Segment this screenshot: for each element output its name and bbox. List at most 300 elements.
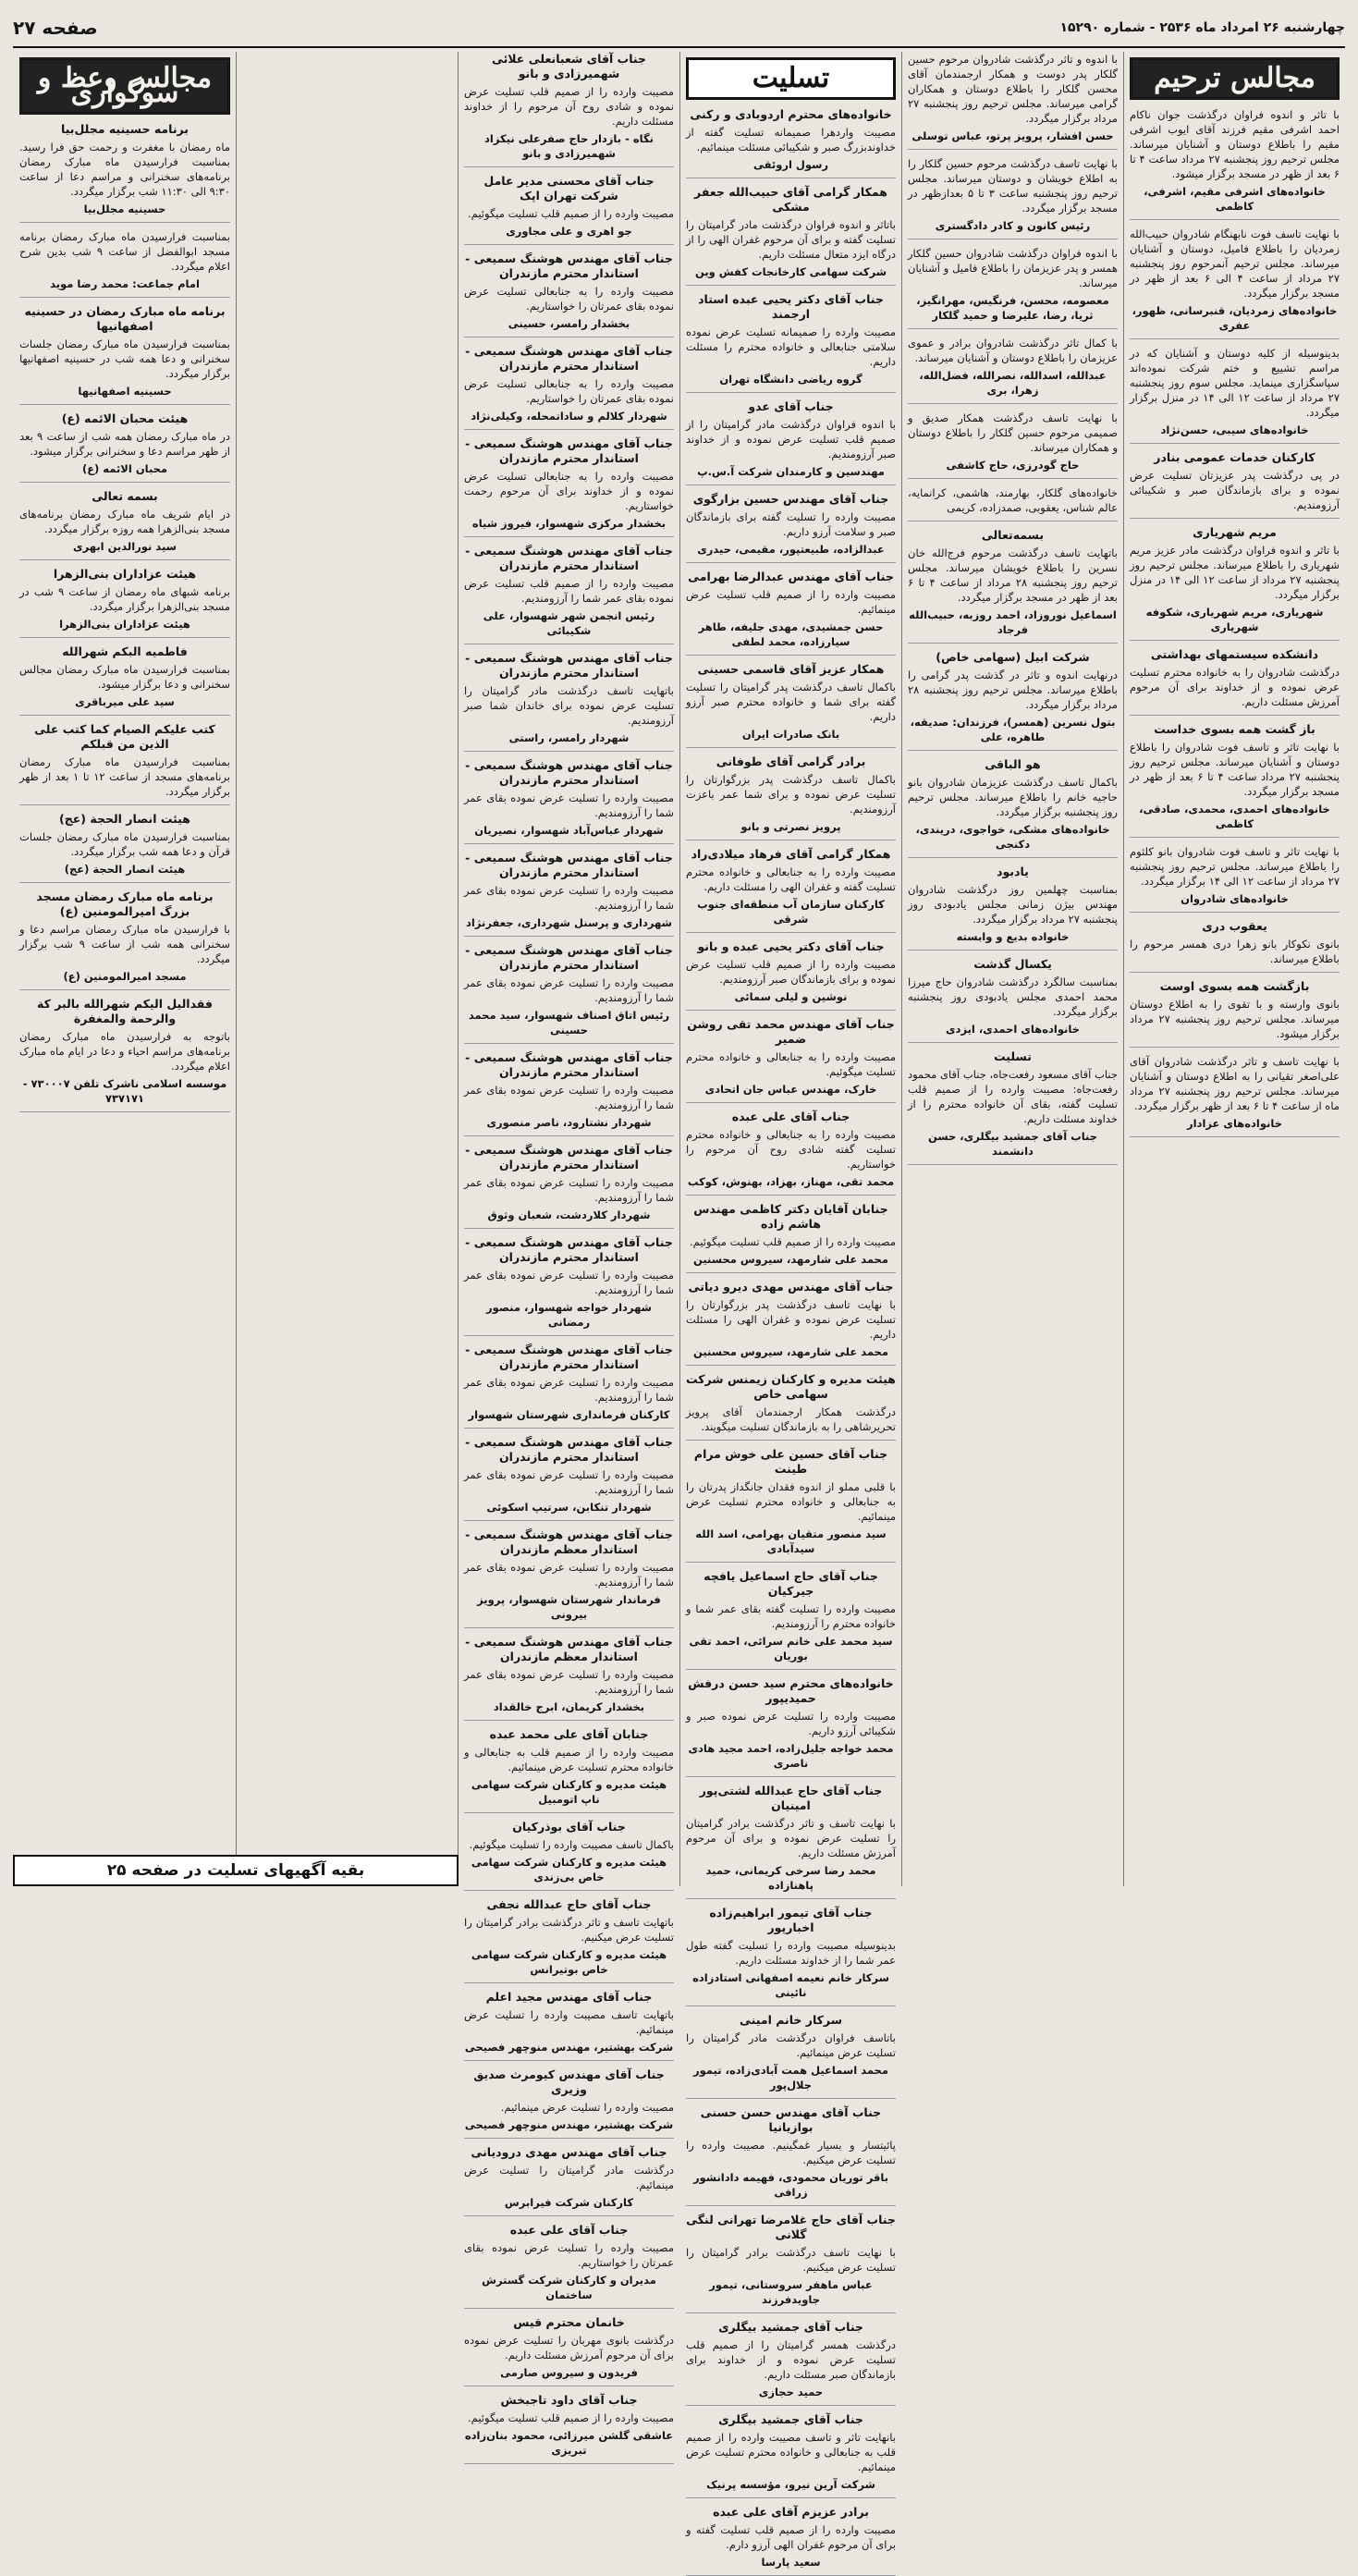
notice-title: یعقوب دری bbox=[1202, 919, 1267, 933]
notice-title: جناب آقای مهندس هوشنگ سمیعی - استاندار محترم مازندران bbox=[465, 251, 673, 280]
page-number: صفحه ۲۷ bbox=[13, 17, 98, 39]
notice bbox=[1130, 1054, 1340, 1137]
notice-body: با اندوه فراوان درگذشت شادروان حسین گلکار همسر و پدر عزیزمان را باطلاع فامیل و آشنایان میرساند. bbox=[908, 247, 1118, 289]
notice-signature: محمد اسماعیل همت آبادی‌زاده، تیمور جلال‌پور bbox=[693, 2064, 888, 2091]
notice-signature: رسول اروئقی bbox=[752, 158, 829, 171]
notice-title: برادر گرامی آقای طوفانی bbox=[716, 754, 866, 768]
notice-signature: محمد تقی، مهناز، بهزاد، بهنوش، کوکب bbox=[687, 1175, 895, 1188]
issue-date: چهارشنبه ۲۶ امرداد ماه ۲۵۳۶ - شماره ۱۵۲۹۰ bbox=[1059, 20, 1345, 35]
notice-signature: شهردار تنکابن، سرتیپ اسکوئی bbox=[486, 1501, 652, 1514]
notice-title: جناب آقای تیمور ابراهیم‌زاده اخبارپور bbox=[709, 1906, 873, 1934]
notice-signature: حسینیه مجلل‌بیا bbox=[83, 202, 166, 215]
notice-title: جناب آقای مهندس هوشنگ سمیعی - استاندار محترم مازندران bbox=[465, 1343, 673, 1371]
notice-body: مصیبت وارده را از صمیم قلب به جنابعالی و خانواده محترم تسلیت عرض مینمائیم. bbox=[464, 1746, 674, 1773]
notice-body: مصیبت وارده را از صمیم قلب تسلیت عرض نموده بقای عمر شما را آرزومندیم. bbox=[464, 577, 674, 605]
notice-body: با نهایت تاسف و تاثر درگذشت برادر گرامیتان را تسلیت عرض نموده و برای آن مرحوم آمرزش مسئلت داریم. bbox=[686, 1817, 896, 1859]
notice-signature: حمید حجازی bbox=[758, 2386, 824, 2398]
notice-body: مصیبت وارده را تسلیت عرض نموده بقای عمر شما را آرزومندیم. bbox=[464, 1084, 674, 1111]
notice bbox=[464, 1435, 674, 1521]
notice-body: درگذشت همسر گرامیتان را از صمیم قلب تسلیت عرض نموده و از خداوند برای بازماندگان صبر مسئلت داریم. bbox=[686, 2338, 896, 2381]
notice-signature: شرکت بهشتیر، مهندس منوچهر فصیحی bbox=[464, 2118, 674, 2131]
notice-body: با تاثر و اندوه فراوان درگذشت مادر عزیز مریم شهریاری را باطلاع میرساند. مجلس ترحیم روز پنجشنبه ۲۷ مرداد از ساعت ۱۲ الی ۱۴ در منزل برگزار میگردد. bbox=[1130, 544, 1340, 601]
notice bbox=[464, 174, 674, 245]
notice-title: برنامه حسینیه مجلل‌بیا bbox=[61, 122, 189, 136]
notice-signature: شهردار رامسر، راستی bbox=[508, 731, 630, 744]
notice-title: جناب آقای مهندس هوشنگ سمیعی - استاندار محترم مازندران bbox=[465, 1235, 673, 1264]
notice-signature: شرکت سهامی کارخانجات کفش وین bbox=[694, 265, 887, 278]
notice-title: جناب آقای مهندس مجید اعلم bbox=[485, 1990, 653, 2004]
notice-signature: خانواده‌های عزادار bbox=[1186, 1117, 1283, 1130]
notice-body: بانوی وارسته و با تقوی را به اطلاع دوستان میرساند. مجلس ترحیم روز پنجشنبه ۲۷ مرداد برگزار میشود. bbox=[1130, 998, 1340, 1040]
notice bbox=[464, 1897, 674, 1983]
notice-body: باکمال تاسف درگذشت پدر بزرگوارتان را تسلیت عرض نموده و برای شما عمر باعزت آرزومندیم. bbox=[686, 773, 896, 816]
notice-title: جناب آقای مهندس هوشنگ سمیعی - استاندار معظم مازندران bbox=[465, 1527, 673, 1556]
notice-body: در پی درگذشت پدر عزیزتان تسلیت عرض نموده و برای بازماندگان صبر و شکیبائی آرزومندیم. bbox=[1130, 469, 1340, 511]
notice-body: بمناسبت فرارسیدن ماه مبارک رمضان برنامه مسجد ابوالفضل از ساعت ۹ شب بدین شرح اعلام میگردد. bbox=[19, 230, 231, 273]
notice-signature: بخشدار مرکزی شهسوار، فیروز شیاه bbox=[471, 517, 667, 530]
notice-signature: عبدالله، اسدالله، نصرالله، فضل‌الله، زهرا، بری bbox=[919, 369, 1107, 397]
notice bbox=[1130, 107, 1340, 220]
notice bbox=[1130, 722, 1340, 838]
notice-title: کارکنان خدمات عمومی بنادر bbox=[1154, 450, 1315, 464]
notice-signature: محبان الائمه (ع) bbox=[81, 462, 168, 475]
notice-title: جناب آقای مهندس هوشنگ سمیعی - استاندار محترم مازندران bbox=[465, 436, 673, 465]
notice-body: درگذشت بانوی مهربان را تسلیت عرض نموده برای آن مرحوم آمرزش مسئلت داریم. bbox=[464, 2334, 674, 2361]
notice bbox=[908, 528, 1118, 644]
notice-signature: گروه ریاضی دانشگاه تهران bbox=[719, 373, 863, 386]
notice-signature: کارکنان شرکت فیرابرس bbox=[504, 2196, 634, 2209]
notice-body: باتاثر و اندوه فراوان درگذشت مادر گرامیتان را تسلیت گفته و برای آن مرحوم غفران الهی را از درگاه ایزد متعال مسئلت داریم. bbox=[686, 218, 896, 261]
notice bbox=[686, 2013, 896, 2099]
notice bbox=[686, 754, 896, 840]
notice bbox=[464, 1820, 674, 1891]
notice-signature: خانواده‌های شادروان bbox=[1181, 892, 1289, 905]
notice-body: با نهایت تاسف درگذشت پدر بزرگوارتان را تسلیت عرض نموده و غفران الهی را مسئلت داریم. bbox=[686, 1298, 896, 1341]
notice-title: خانواده‌های محترم اردوبادی و رکنی bbox=[690, 107, 892, 121]
notice-signature: هیئت انصار الحجة (عج) bbox=[64, 863, 186, 876]
notice-body: مصیبت وارده را به جنابعالی و خانواده محترم تسلیت گفته و غفران الهی را مسئلت داریم. bbox=[686, 865, 896, 893]
notice bbox=[686, 1784, 896, 1899]
notice-title: یادبود bbox=[997, 865, 1029, 878]
notice-body: مصیبت وارده را تسلیت عرض نموده بقای عمر شما را آرزومندیم. bbox=[464, 791, 674, 819]
notice-body: مصیبت وارده را به جنابعالی تسلیت عرض نموده و از خداوند برای آن مرحوم رحمت خواستاریم. bbox=[464, 470, 674, 512]
notice-signature: سید نورالدین ابهری bbox=[73, 540, 177, 553]
notice bbox=[464, 1143, 674, 1229]
notice-signature: شهردار کلالم و ساداتمحله، وکیلی‌نژاد bbox=[471, 410, 667, 423]
notice-signature: نگاه - بازدار حاج صفرعلی نیکزاد شهمیرزادی و بانو bbox=[484, 132, 654, 160]
notice-title: بسمه تعالی bbox=[92, 489, 158, 503]
notice bbox=[464, 436, 674, 537]
notice-body: مصیبت واردهرا صمیمانه تسلیت گفته از خداوندبزرگ صبر و شکیبائی مسئلت مینمائیم. bbox=[686, 126, 896, 153]
notice bbox=[686, 185, 896, 286]
notice-body: با قلبی مملو از اندوه فقدان جانگداز پدرتان را به جنابعالی و خانواده محترم تسلیت عرض مینمائیم. bbox=[686, 1480, 896, 1523]
notice-body: مصیبت وارده را به جنابعالی و خانواده محترم تسلیت گفته شادی روح آن مرحوم را خواستاریم. bbox=[686, 1128, 896, 1171]
notice bbox=[464, 1990, 674, 2061]
notice-signature: فرماندار شهرستان شهسوار، پرویز بیرونی bbox=[477, 1593, 661, 1621]
notice bbox=[464, 1343, 674, 1429]
notice-signature: خانواده‌های اشرفی مقیم، اشرفی، کاظمی bbox=[1144, 185, 1326, 213]
notice bbox=[908, 336, 1118, 404]
notice-title: جناب آقای جمشید بیگلری bbox=[718, 2412, 863, 2426]
notice-body: درگذشت همکار ارجمندمان آقای پرویز تحریرشاهی را به بازماندگان تسلیت میگویند. bbox=[686, 1405, 896, 1433]
notice-body: با اندوه و تاثر درگذشت شادروان مرحوم حسین گلکار پدر دوست و همکار ارجمندمان آقای محسن گلکار را باطلاع دوستان و همکاران گرامی میرساند. مجلس ترحیم روز پنجشنبه ۲۷ مرداد برگزار میگردد. bbox=[908, 53, 1118, 125]
notice-signature: فریدون و سیروس صارمی bbox=[500, 2366, 638, 2379]
notice-body: با نهایت تاثر و تاسف فوت شادروان را باطلاع دوستان و آشنایان میرساند. مجلس ترحیم روز پنجشنبه ۲۷ مرداد ساعت ۴ تا ۶ بعد از ظهر در مسجد برگزار میگردد. bbox=[1130, 741, 1340, 798]
notice-title: کتب علیکم الصیام کما کتب علی الذین من قبلکم bbox=[34, 722, 215, 751]
notice bbox=[19, 229, 230, 298]
notice-title: جناب آقای مهندس هوشنگ سمیعی - استاندار محترم مازندران bbox=[465, 544, 673, 572]
notice-body: باکمال تاسف درگذشت عزیزمان شادروان بانو حاجیه خانم را باطلاع میرساند. مجلس ترحیم روز پنجشنبه برگزار میگردد. bbox=[908, 776, 1118, 818]
column-3 bbox=[679, 52, 901, 2569]
notice-body: بانهایت تاثر و تاسف مصیبت وارده را از صمیم قلب به جنابعالی و خانواده محترم تسلیت عرض مینمائیم. bbox=[686, 2431, 896, 2473]
notice bbox=[464, 344, 674, 430]
notice-signature: باقر توریان محمودی، فهیمه دادانشور زرافی bbox=[692, 2171, 889, 2199]
notice bbox=[686, 570, 896, 656]
notice bbox=[19, 812, 230, 883]
notice-title: هو الباقی bbox=[985, 757, 1041, 771]
notice-body: جناب آقای مسعود رفعت‌جاه، جناب آقای محمود رفعت‌جاه: مصیبت وارده را از صمیم قلب تسلیت گفته، بقای آن خانواده محترم را از خداوند مسئلت داریم. bbox=[908, 1068, 1118, 1125]
notice bbox=[1130, 450, 1340, 519]
notice-body: با کمال تاثر درگذشت شادروان برادر و عموی عزیزمان را باطلاع دوستان و آشنایان میرساند. bbox=[908, 337, 1118, 364]
notice bbox=[686, 662, 896, 748]
notice-title: جناب آقای مهندس هوشنگ سمیعی - استاندار محترم مازندران bbox=[465, 851, 673, 879]
notice-title: جناب آقای مهندس حسن حسنی بوازیانیا bbox=[700, 2105, 882, 2134]
notice-body: باتهایت تاسف درگذشت مادر گرامیتان را تسلیت عرض نموده برای خاندان شما صبر آرزومندیم. bbox=[464, 684, 674, 727]
notice-body: مصیبت وارده را تسلیت گفته بقای عمر شما و خانواده محترم را آرزومندیم. bbox=[686, 1602, 896, 1630]
notice-body: در ماه مبارک رمضان همه شب از ساعت ۹ بعد از ظهر مراسم دعا و سخنرانی برگزار میشود. bbox=[19, 430, 230, 458]
notice bbox=[19, 644, 230, 716]
notice-signature: شهردار خواجه شهسوار، منصور رمضانی bbox=[486, 1301, 652, 1329]
notice bbox=[19, 489, 230, 560]
notice-body: بدینوسیله از کلیه دوستان و آشنایان که در مراسم تشییع و ختم شرکت نموده‌اند سپاسگزاری مینماید. مجلس سوم روز پنجشنبه ۲۷ مرداد از ساعت ۱۲ الی ۱۴ در منزل برگزار میگردد. bbox=[1130, 347, 1340, 419]
notice-signature: رئیس انجمن شهر شهسوار، علی شکیبائی bbox=[483, 609, 655, 637]
section-banner: مجالس وعظ و سوگواری bbox=[19, 57, 230, 115]
notice-title: خانمان محترم قیس bbox=[513, 2315, 625, 2329]
notice-title: برنامه ماه مبارک رمضان در حسینیه اصفهانیها bbox=[24, 304, 226, 333]
notice-signature: حاج گودرزی، حاج کاشفی bbox=[946, 459, 1080, 472]
notice bbox=[464, 851, 674, 937]
notice bbox=[19, 411, 230, 483]
notice-body: مصیبت وارده را تسلیت عرض نموده بقای عمر شما را آرزومندیم. bbox=[464, 1468, 674, 1496]
notice bbox=[686, 847, 896, 933]
notice bbox=[686, 2213, 896, 2313]
notice-body: بمناسبت فرارسیدن ماه مبارک رمضان مجالس سخنرانی و دعا برگزار میشود. bbox=[19, 663, 230, 691]
notice-signature: شهردار کلاردشت، شعبان وثوق bbox=[487, 1208, 651, 1221]
masthead bbox=[13, 9, 1345, 48]
notice-title: جناب آقای عدو bbox=[748, 399, 834, 413]
notice bbox=[464, 1235, 674, 1336]
notice-body: باتهایت تاسف مصیبت وارده را تسلیت عرض مینمائیم. bbox=[464, 2008, 674, 2036]
notice bbox=[686, 1280, 896, 1366]
notice-title: جناب آقای مهندس هوشنگ سمیعی - استاندار محترم مازندران bbox=[465, 943, 673, 972]
notice-signature: سید منصور متقیان بهرامی، اسد الله سیدآبادی bbox=[695, 1527, 887, 1555]
notice-signature: جناب آقای جمشید بیگلری، حسن دانشمند bbox=[927, 1130, 1098, 1158]
notice-body: مصیبت وارده را تسلیت عرض نموده بقای عمر شما را آرزومندیم. bbox=[464, 884, 674, 912]
notice bbox=[686, 1906, 896, 2006]
notice-body: مصیبت وارده را به جنابعالی و خانواده محترم تسلیت میگوئیم. bbox=[686, 1050, 896, 1078]
notice-body: مصیبت وارده را به جنابعالی تسلیت عرض نموده بقای عمرتان را خواستاریم. bbox=[464, 285, 674, 313]
notice bbox=[908, 957, 1118, 1043]
notice bbox=[1130, 979, 1340, 1048]
notice-signature: امام جماعت: محمد رضا موید bbox=[50, 277, 200, 290]
notice bbox=[1130, 346, 1340, 444]
notice bbox=[908, 52, 1118, 150]
notice-body: بمناسبت چهلمین روز درگذشت شادروان مهندس بیژن زمانی مجلس یادبودی روز پنجشنبه ۲۷ مرداد برگزار میگردد. bbox=[908, 883, 1118, 926]
notice bbox=[19, 122, 230, 223]
notice-signature: شهردار عباس‌آباد شهسوار، نصیریان bbox=[474, 824, 664, 837]
notice-title: همکار عزیز آقای قاسمی حسینی bbox=[697, 662, 885, 676]
notice-signature: هیئت مدیره و کارکنان شرکت سهامی خاص بوتیرانس bbox=[471, 1948, 667, 1976]
notice-body: بمناسبت فرارسیدن ماه مبارک رمضان جلسات قرآن و دعا همه شب برگزار میگردد. bbox=[19, 830, 230, 858]
notice-title: همکار گرامی آقای حبیب‌الله جعفر مشکی bbox=[694, 185, 887, 214]
notice bbox=[464, 651, 674, 752]
notice-body: مصیبت وارده را تسلیت عرض نموده بقای عمر شما را آرزومندیم. bbox=[464, 1668, 674, 1696]
notice-title: جناب آقای محسنی مدیر عامل شرکت تهران اپک bbox=[483, 174, 655, 202]
notice-signature: خانواده‌های احمدی، ایزدی bbox=[946, 1023, 1080, 1036]
notice-body: مصیبت وارده را از صمیم قلب تسلیت عرض مینمائیم. bbox=[686, 588, 896, 616]
notice-title: جناب آقای مهندس هوشنگ سمیعی - استاندار معظم مازندران bbox=[465, 1635, 673, 1663]
notice-title: جناب آقای داود تاجبخش bbox=[500, 2393, 638, 2407]
notice bbox=[686, 1676, 896, 1777]
notice bbox=[464, 1050, 674, 1136]
notice-title: هیئت انصار الحجة (عج) bbox=[59, 812, 190, 826]
notice bbox=[686, 1447, 896, 1563]
notice-body: بمناسبت سالگرد درگذشت شادروان حاج میرزا محمد احمدی مجلس یادبودی روز پنجشنبه برگزار میگردد. bbox=[908, 975, 1118, 1018]
notice-body: درگذشت مادر گرامیتان را تسلیت عرض مینمائیم. bbox=[464, 2164, 674, 2191]
notice-body: مصیبت وارده را از صمیم قلب تسلیت میگوئیم. bbox=[468, 2411, 674, 2424]
notice-title: بازگشت همه بسوی اوست bbox=[1159, 979, 1310, 993]
notice-signature: هیئت عزاداران بنی‌الزهرا bbox=[59, 618, 190, 631]
notice-body: ماه رمضان با مغفرت و رحمت حق فرا رسید. بمناسبت فرارسیدن ماه مبارک رمضان برنامه‌های سخنرانی و مراسم دعا از ساعت ۹:۳۰ الی ۱۱:۳۰ شب برگزار میگردد. bbox=[19, 141, 230, 198]
notice-body: برنامه شبهای ماه رمضان از ساعت ۹ شب در مسجد بنی‌الزهرا برگزار میگردد. bbox=[19, 585, 230, 613]
notice-signature: شرکت بهشتیر، مهندس منوچهر فصیحی bbox=[464, 2041, 674, 2054]
notice-title: جناب آقای بوذرکیان bbox=[512, 1820, 626, 1834]
notice-signature: بخشدار کریمان، ابرج خالقداد bbox=[493, 1700, 645, 1713]
column-4 bbox=[458, 52, 679, 2457]
notice bbox=[686, 939, 896, 1011]
notice-body: باتاسف فراوان درگذشت مادر گرامیتان را تسلیت عرض مینمائیم. bbox=[686, 2031, 896, 2059]
notice-title: باز گشت همه بسوی خداست bbox=[1154, 722, 1315, 736]
notice-title: جناب آقای حسین علی خوش مرام طینت bbox=[693, 1447, 888, 1476]
notice-body: بدینوسیله مصیبت وارده را تسلیت گفته طول عمر شما را از خداوند مسئلت داریم. bbox=[686, 1939, 896, 1967]
notice bbox=[686, 2505, 896, 2576]
notice bbox=[686, 107, 896, 178]
notice-body: مصیبت وارده را از صمیم قلب تسلیت عرض نموده و برای بازماندگان صبر آرزومندیم. bbox=[686, 958, 896, 986]
notice-body: با نهایت تاسف فوت نابهنگام شادروان حبیب‌الله زمردیان را باطلاع فامیل، دوستان و آشنایان میرساند. مجلس ترحیم آنمرحوم روز پنجشنبه ۲۷ مرداد از ساعت ۴ الی ۶ بعد از ظهر در مسجد برگزار میگردد. bbox=[1130, 227, 1340, 300]
notice bbox=[464, 2223, 674, 2309]
notice-title: بسمه‌تعالی bbox=[981, 528, 1045, 542]
notice-signature: عباس ماهفر سروستانی، تیمور جاویدفرزند bbox=[709, 2278, 873, 2306]
notice-signature: خارک، مهندس عباس جان اتحادی bbox=[704, 1083, 877, 1096]
notice-title: جناب آقای مهندس محمد تقی روشن ضمیر bbox=[687, 1017, 895, 1046]
notice-signature: موسسه اسلامی ناشرک تلفن ۷۳۰۰۰۷ - ۷۳۷۱۷۱ bbox=[22, 1077, 227, 1105]
notice-body: مصیبت وارده را تسلیت عرض نموده بقای عمرتان را خواستاریم. bbox=[464, 2241, 674, 2269]
notice-title: جناب آقای مهندس عبدالرضا بهرامی bbox=[688, 570, 894, 583]
notice-signature: خانواده‌های مشکی، خواجوی، دریندی، دکنجی bbox=[915, 823, 1110, 851]
notice-signature: محمد رضا سرخی کریمانی، حمید پاهنازاده bbox=[705, 1864, 876, 1892]
notice-signature: شهرداری و پرسنل شهرداری، جعفرنژاد bbox=[466, 916, 672, 929]
notice bbox=[464, 1527, 674, 1628]
column-1 bbox=[1123, 52, 1345, 1886]
notice-body: باتوجه به فرارسیدن ماه مبارک رمضان برنامه‌های مراسم احیاء و دعا در ایام ماه مبارک اعلام میگردد. bbox=[19, 1030, 230, 1073]
notice bbox=[464, 943, 674, 1044]
notice bbox=[686, 492, 896, 563]
notice-signature: خانواده‌های احمدی، محمدی، صادقی، کاظمی bbox=[1139, 803, 1330, 830]
notice-title: جناب آقای حاج عبدالله لشتی‌پور امینیان bbox=[699, 1784, 883, 1812]
notice bbox=[464, 758, 674, 844]
notice bbox=[464, 1635, 674, 1721]
notice-title: فقدالیل الیکم شهرالله بالبر کة والرحمة والمغفرة bbox=[37, 997, 213, 1025]
notice-title: سرکار خانم امینی bbox=[739, 2013, 842, 2027]
notice-signature: محمد علی شارمهد، سیروس محسنین bbox=[693, 1345, 888, 1358]
notice-title: جناب آقای علی عبده bbox=[731, 1110, 850, 1123]
notice bbox=[686, 292, 896, 393]
notice bbox=[464, 251, 674, 337]
notice bbox=[908, 865, 1118, 951]
notice-body: بمناسبت فرارسیدن ماه مبارک رمضان جلسات سخنرانی و دعا همه شب در حسینیه اصفهانیها برگزار میگردد. bbox=[19, 337, 230, 380]
notice-title: جناب آقای حاج اسماعیل یافچه جیرکیان bbox=[703, 1569, 878, 1598]
notice-body: مصیبت وارده را از صمیم قلب تسلیت عرض نموده و شادی روح آن مرحوم را از خداوند مسئلت داریم. bbox=[464, 85, 674, 128]
notice-signature: بتول نسرین (همسر)، فرزندان: صدیقه، طاهره، علی bbox=[910, 716, 1116, 743]
column-5 bbox=[236, 52, 458, 1886]
column-6 bbox=[14, 52, 236, 1886]
notice bbox=[686, 399, 896, 485]
notice-title: تسلیت bbox=[994, 1049, 1032, 1063]
notice-body: درگذشت شادروان را به خانواده محترم تسلیت عرض نموده و از خداوند برای آن مرحوم آمرزش مسئلت داریم. bbox=[1130, 666, 1340, 708]
notice bbox=[19, 889, 230, 990]
notice-title: جنابان آقای علی محمد عبده bbox=[489, 1727, 649, 1741]
notice-signature: اسماعیل نوروزاد، احمد روزبه، حبیب‌الله فرجاد bbox=[909, 608, 1117, 636]
notice-title: برادر عزیزم آقای علی عبده bbox=[713, 2505, 869, 2519]
notice bbox=[1130, 844, 1340, 913]
notice-title: جناب آقای حاج عبدالله نجفی bbox=[486, 1897, 652, 1911]
notice-title: جناب آقای مهندس هوشنگ سمیعی - استاندار محترم مازندران bbox=[465, 651, 673, 680]
notice-body: با تاثر و اندوه فراوان درگذشت جوان ناکام احمد اشرفی مقیم فرزند آقای ایوب اشرفی مقیم را باطلاع دوستان و آشنایان میرساند. مجلس ترحیم روز پنجشنبه ۲۷ مرداد ساعت ۴ تا ۶ بعد از ظهر در مسجد برگزار میشود. bbox=[1130, 108, 1340, 180]
notice-title: جناب آقای شعبانعلی علائی شهمیرزادی و بانو bbox=[491, 52, 647, 80]
notice-signature: سید محمد علی خانم سرائی، احمد تقی بوریان bbox=[689, 1635, 893, 1662]
notice-signature: رئیس اتاق اصناف شهسوار، سید محمد حسینی bbox=[468, 1009, 670, 1037]
notice-body: مصیبت وارده را تسلیت عرض نموده بقای عمر شما را آرزومندیم. bbox=[464, 1176, 674, 1204]
notice-signature: بخشدار رامسر، حسینی bbox=[508, 317, 630, 330]
notice-signature: سرکار خانم نعیمه اصفهانی استادزاده نائینی bbox=[692, 1971, 889, 1999]
notice-title: جناب آقای مهندس مهدی درودیانی bbox=[471, 2145, 667, 2159]
notice-signature: سعید پارسا bbox=[761, 2556, 821, 2569]
notice-title: هیئت عزاداران بنی‌الزهرا bbox=[53, 567, 197, 581]
notice bbox=[1130, 227, 1340, 339]
notice-signature: خانواده‌های زمردیان، قنبرسانی، ظهور، عفری bbox=[1132, 304, 1338, 332]
notice bbox=[908, 757, 1118, 858]
notice-body: با نهایت تاثر و تاسف فوت شادروان بانو کلثوم را باطلاع میرساند. مجلس ترحیم روز پنجشنبه ۲۷ مرداد از ساعت ۱۲ الی ۱۴ برگزار میگردد. bbox=[1130, 845, 1340, 888]
notice-title: همکار گرامی آقای فرهاد میلادی‌راد bbox=[691, 847, 891, 861]
notice-body: در ایام شریف ماه مبارک رمضان برنامه‌های مسجد بنی‌الزهرا همه روزه برگزار میگردد. bbox=[19, 508, 230, 535]
notice-body: مصیبت وارده را به جنابعالی تسلیت عرض نموده بقای عمرتان را خواستاریم. bbox=[464, 377, 674, 405]
notice-body: با فرارسیدن ماه مبارک رمضان مراسم دعا و سخنرانی همه شب از ساعت ۹ شب برگزار میگردد. bbox=[19, 923, 230, 965]
notice-title: جناب آقای مهندس هوشنگ سمیعی - استاندار محترم مازندران bbox=[465, 758, 673, 787]
section-banner: مجالس ترحیم bbox=[1130, 57, 1340, 100]
notice-body: پائیتسار و بسیار غمگینیم. مصیبت وارده را تسلیت عرض میکنیم. bbox=[686, 2139, 896, 2166]
notice-title: دانشکده سیستمهای بهداشتی bbox=[1150, 647, 1319, 661]
notice-signature: محمد علی شارمهد، سیروس محسنین bbox=[693, 1253, 888, 1266]
notice-body: مصیبت وارده را تسلیت عرض نموده بقای عمر شما را آرزومندیم. bbox=[464, 1376, 674, 1404]
notice-title: شرکت ابیل (سهامی خاص) bbox=[936, 650, 1090, 664]
notice-signature: معصومه، محسن، فرنگیس، مهرانگیز، ثریا، رضا، علیرضا و حمید گلکار bbox=[916, 294, 1109, 322]
notice bbox=[464, 544, 674, 644]
notice-body: با نهایت تاسف و تاثر درگذشت شادروان آقای علی‌اصغر تقیانی را به اطلاع دوستان و آشنایان میرساند. مجلس ترحیم روز پنجشنبه ۲۷ مرداد ماه از ساعت ۴ تا ۶ بعد از ظهر برگزار میگردد. bbox=[1130, 1055, 1340, 1112]
notice-title: یکسال گذشت bbox=[973, 957, 1052, 971]
notice-title: فاطمیه البکم شهرالله bbox=[62, 644, 188, 658]
notice-signature: حسن افشار، پرویز پرتو، عباس توسلی bbox=[911, 129, 1114, 142]
notice-signature: مهندسین و کارمندان شرکت آ.س.پ bbox=[697, 465, 885, 478]
notice-signature: رئیس کانون و کادر دادگستری bbox=[935, 219, 1091, 232]
newspaper-page bbox=[13, 9, 1345, 2569]
notice-signature: مدیران و کارکنان شرکت گسترش ساختمان bbox=[482, 2274, 656, 2301]
notice-body: باکمال تاسف درگذشت پدر گرامیتان را تسلیت گفته برای شما و خانواده محترم صبر آرزو داریم. bbox=[686, 681, 896, 723]
notice-body: مصیبت وارده را تسلیت عرض نموده بقای عمر شما را آرزومندیم. bbox=[464, 1561, 674, 1589]
notice-title: جناب آقای جمشید بیگلری bbox=[718, 2320, 863, 2334]
notice-title: جناب آقای دکتر یحیی عبده و بانو bbox=[697, 939, 885, 953]
notice-body: مصیبت وارده را تسلیت عرض مینمائیم. bbox=[500, 2101, 674, 2114]
notice-title: جناب آقای حاج غلامرضا تهرانی لنگی گلانی bbox=[686, 2213, 896, 2241]
notice bbox=[464, 52, 674, 167]
notice-signature: شرکت آرین نیرو، مؤسسه پرنیک bbox=[706, 2478, 875, 2491]
notice bbox=[908, 1049, 1118, 1165]
notice bbox=[686, 1017, 896, 1103]
notice-body: مصیبت وارده را تسلیت عرض نموده بقای عمر شما را آرزومندیم. bbox=[464, 1269, 674, 1296]
notice bbox=[686, 1202, 896, 1273]
notice-signature: هیئت مدیره و کارکنان شرکت سهامی خاص بی‌زندی bbox=[471, 1856, 667, 1883]
notice bbox=[1130, 647, 1340, 716]
notice bbox=[686, 2412, 896, 2498]
notice-signature: پرویز نصرتی و بانو bbox=[740, 820, 841, 833]
notice bbox=[908, 246, 1118, 329]
notice bbox=[686, 1569, 896, 1670]
notice bbox=[686, 2105, 896, 2206]
notice-signature: حسن جمشیدی، مهدی جلیفه، طاهر سیارزاده، محمد لطفی bbox=[698, 620, 884, 648]
notice-signature: خانواده بدیع و وابسته bbox=[956, 930, 1070, 943]
notice-signature: جو اهری و علی مجاوری bbox=[506, 225, 632, 238]
notice-body: با نهایت تاسف درگذشت همکار صدیق و صمیمی مرحوم حسین گلکار را باطلاع دوستان و همکاران میرساند. bbox=[908, 411, 1118, 454]
section-banner: تسلیت bbox=[686, 57, 896, 100]
notice-title: هیئت مدیره و کارکنان زیمنس شرکت سهامی خاص bbox=[686, 1372, 896, 1401]
notice-body: بانوی نکوکار بانو زهرا دری همسر مرحوم را باطلاع میرساند. bbox=[1130, 938, 1340, 965]
continued-notice bbox=[13, 1855, 459, 1886]
notice-title: جناب آقای مهندس هوشنگ سمیعی - استاندار محترم مازندران bbox=[465, 1050, 673, 1079]
notice-title: جناب آقای مهندس هوشنگ سمیعی - استاندار محترم مازندران bbox=[465, 344, 673, 373]
notice-title: خانواده‌های محترم سید حسن درفش حمیدیپور bbox=[688, 1676, 894, 1705]
notice-signature: خانواده‌های سیبی، حسن‌نژاد bbox=[1160, 423, 1309, 436]
notice-signature: شهردار نشتارود، ناصر منصوری bbox=[486, 1116, 652, 1129]
notice-body: مصیبت وارده را تسلیت عرض نموده بقای عمر شما را آرزومندیم. bbox=[464, 976, 674, 1004]
notice-signature: کارکنان فرمانداری شهرستان شهسوار bbox=[468, 1408, 670, 1421]
notice-body: باتهایت تاسف و تاثر درگذشت برادر گرامیتان را تسلیت عرض میکنیم. bbox=[464, 1916, 674, 1944]
columns-container bbox=[13, 52, 1345, 2569]
notice-signature: شهریاری، مریم شهریاری، شکوفه شهریاری bbox=[1145, 606, 1324, 633]
notice-body: مصیبت وارده را تسلیت گفته برای بازماندگان صبر و سلامت آرزو داریم. bbox=[686, 510, 896, 538]
notice-title: جناب آقای علی عبده bbox=[509, 2223, 629, 2237]
notice-body: مصیبت وارده را از صمیم قلب تسلیت گفته و برای آن مرحوم غفران الهی آرزو دارم. bbox=[686, 2523, 896, 2551]
notice bbox=[19, 997, 230, 1112]
notice bbox=[464, 2315, 674, 2386]
notice bbox=[908, 485, 1118, 521]
notice-signature: مسجد امیرالمومنین (ع) bbox=[63, 970, 187, 983]
notice-title: جناب آقای مهندس مهدی دیرو دیاتی bbox=[688, 1280, 894, 1294]
notice-signature: عاشقی گلشن میرزائی، محمود بنان‌زاده تبریزی bbox=[464, 2429, 674, 2457]
notice-signature: کارکنان سازمان آب منطقه‌ای جنوب شرقی bbox=[697, 898, 885, 926]
notice bbox=[19, 567, 230, 638]
notice-body: خانواده‌های گلکار، بهارمند، هاشمی، کرانمایه، عالم شناس، یعقوبی، صمدزاده، کریمی bbox=[908, 486, 1118, 514]
notice-body: مصیبت وارده را تسلیت عرض نموده صبر و شکیبائی آرزو داریم. bbox=[686, 1710, 896, 1737]
notice-title: برنامه ماه مبارک رمضان مسجد بزرگ امیرالمومنین (ع) bbox=[36, 889, 214, 918]
